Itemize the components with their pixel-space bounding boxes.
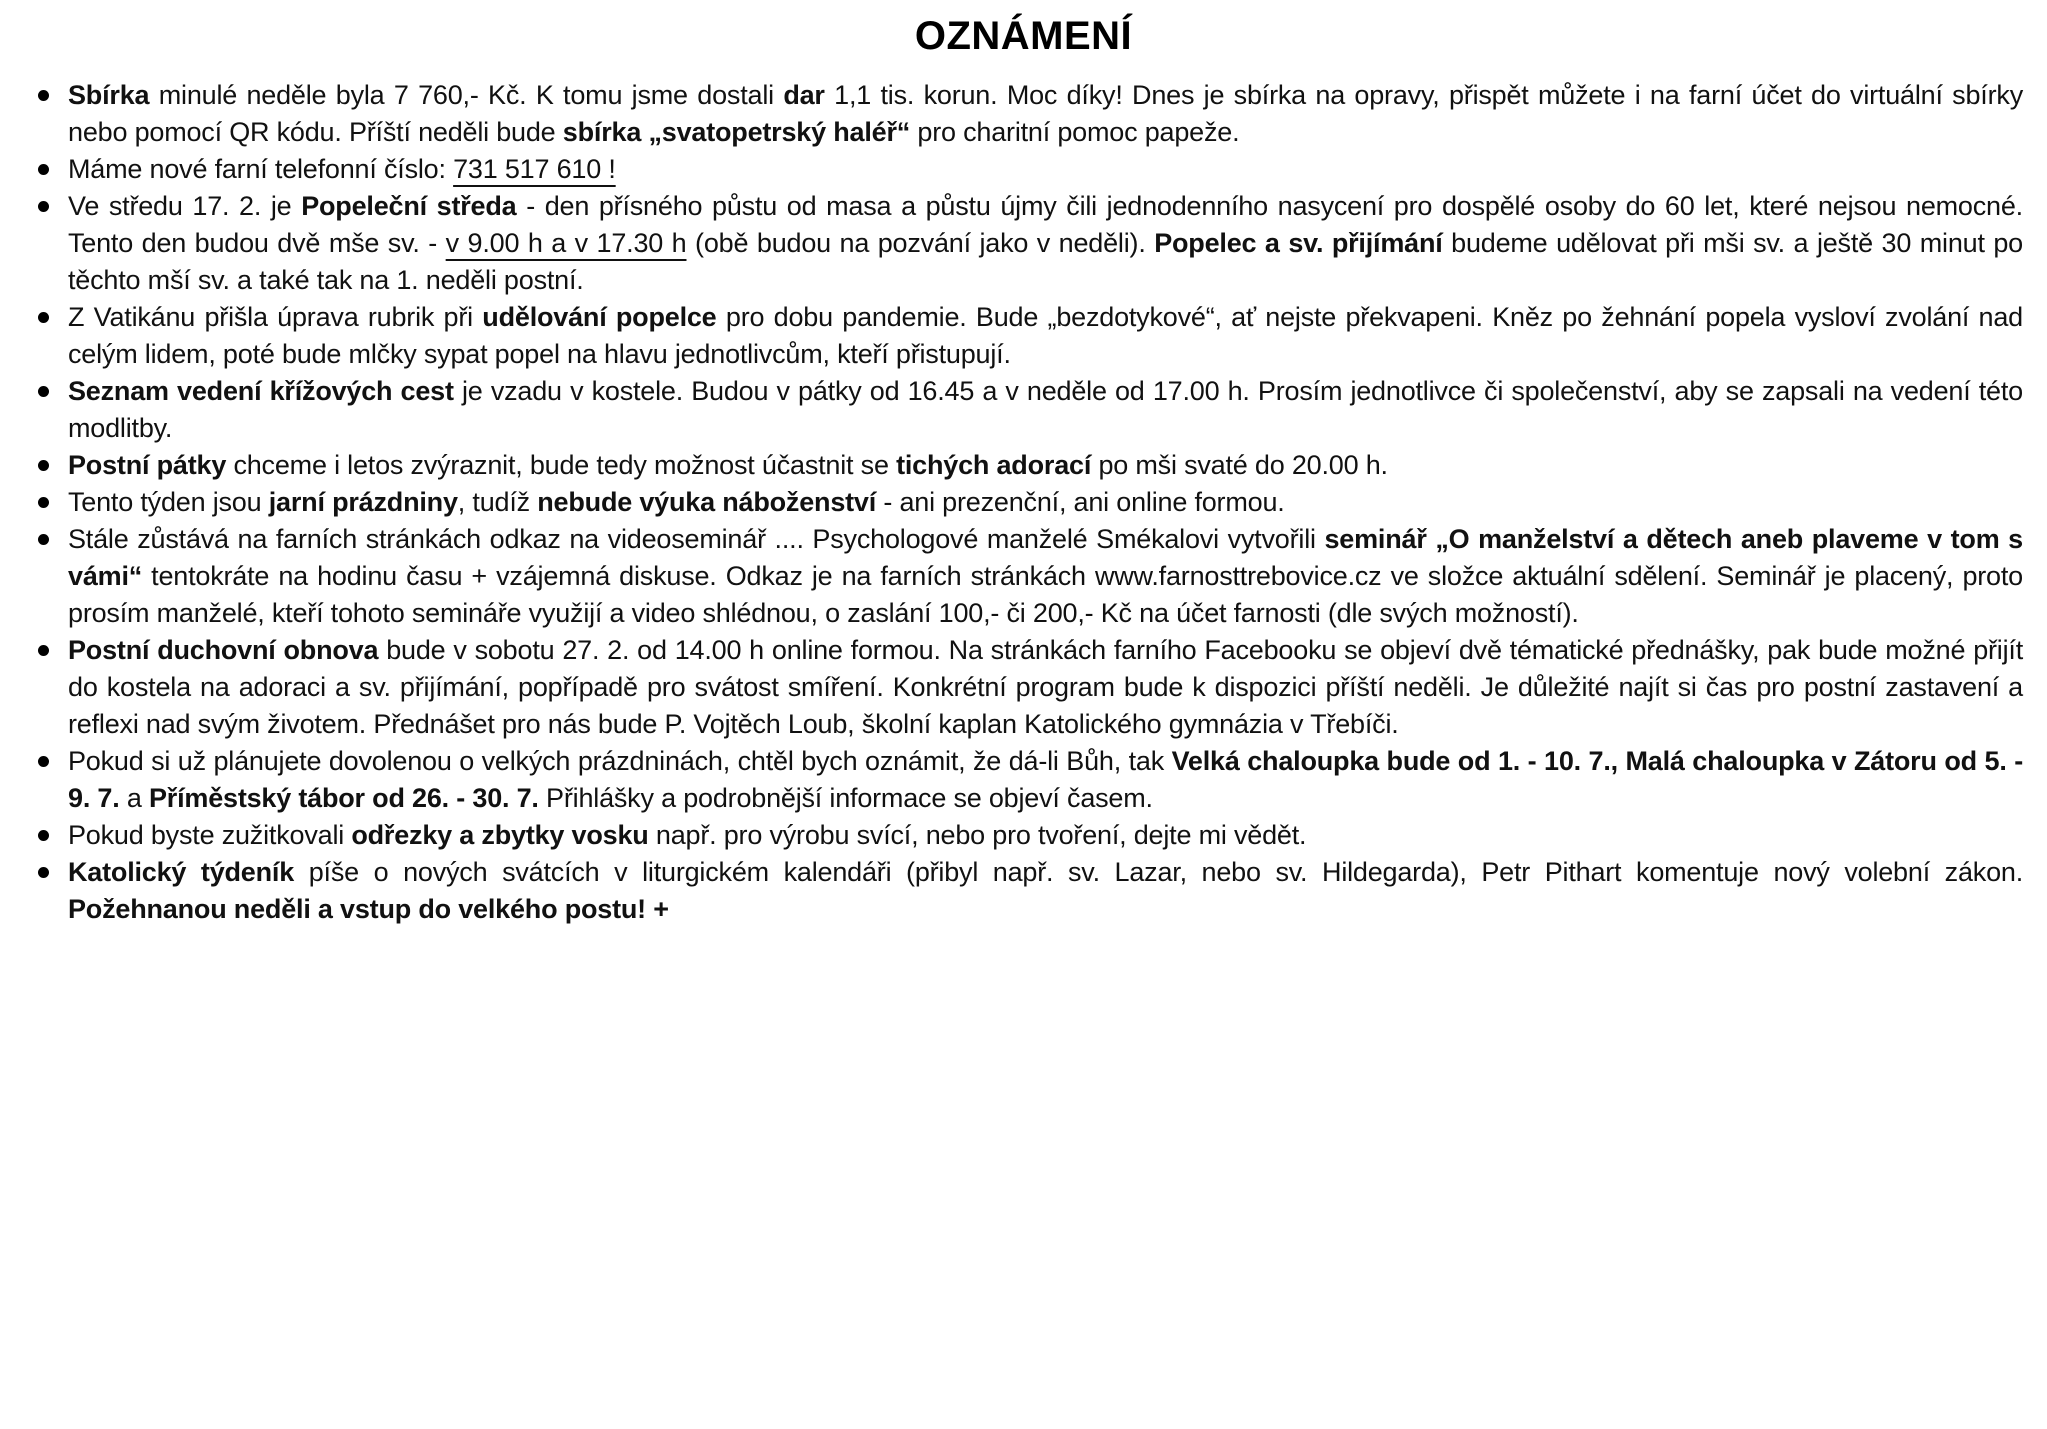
text-segment: např. pro výrobu svící, nebo pro tvoření, dejte mi vědět. <box>648 820 1307 850</box>
text-segment: budeme udělovat při mši sv. a ještě 30 minut po těchto mší sv. a také tak na 1. neděli postní. <box>68 228 2023 295</box>
text-segment: je vzadu v kostele. Budou v pátky od 16.45 a v neděle od 17.00 h. Prosím jednotlivce či společenství, aby se zapsali na vedení této modlitby. <box>68 376 2023 443</box>
text-segment: - ani prezenční, ani online formou. <box>876 487 1285 517</box>
text-segment: Pokud si už plánujete dovolenou o velkých prázdninách, chtěl bych oznámit, že dá-li Bůh, tak <box>68 746 1172 776</box>
text-segment: - den přísného půstu od masa a půstu újmy čili jednodenního nasycení pro dospělé osoby do 60 let, které nejsou nemocné. Tento den budou dvě mše sv. - <box>68 191 2023 258</box>
text-segment: Stále zůstává na farních stránkách odkaz na videoseminář .... Psychologové manželé Smékalovi vytvořili <box>68 524 1325 554</box>
text-segment: tichých adorací <box>896 450 1092 480</box>
text-segment: 731 517 610 ! <box>453 154 616 184</box>
text-segment: jarní prázdniny <box>268 487 458 517</box>
text-segment: Přihlášky a podrobnější informace se objeví časem. <box>538 783 1153 813</box>
page-title: OZNÁMENÍ <box>914 14 1133 58</box>
text-segment: pro charitní pomoc papeže. <box>910 117 1240 147</box>
text-segment: Postní pátky <box>68 450 227 480</box>
list-item <box>24 188 2023 299</box>
text-segment: Postní duchovní obnova <box>68 635 379 665</box>
text-segment: seminář „O manželství a dětech aneb plaveme v tom s vámi“ <box>68 524 2023 591</box>
text-segment: píše o nových svátcích v liturgickém kalendáři (přibyl např. sv. Lazar, nebo sv. Hildegarda), Petr Pithart komentuje nový volební zákon. <box>294 857 2023 887</box>
list-item <box>24 299 2023 373</box>
list-item <box>24 817 2023 854</box>
text-segment: (obě budou na pozvání jako v neděli). <box>686 228 1155 258</box>
text-segment: minulé neděle byla 7 760,- Kč. K tomu jsme dostali <box>149 80 784 110</box>
text-segment: udělování popelce <box>482 302 717 332</box>
text-segment: chceme i letos zvýraznit, bude tedy možnost účastnit se <box>226 450 897 480</box>
list-item <box>24 632 2023 743</box>
announcement-list <box>24 77 2023 928</box>
text-segment: tentokráte na hodinu času + vzájemná diskuse. Odkaz je na farních stránkách www.farnosttrebovice.cz ve složce aktuální sdělení. Seminář je placený, proto prosím manželé, kteří tohoto semináře využijí a video shlédnou, o zaslání 100,- či 200,- Kč na účet farnosti (dle svých možností). <box>68 561 2023 628</box>
text-segment: Popelec a sv. přijímání <box>1154 228 1443 258</box>
text-segment: v 9.00 h a v 17.30 h <box>445 228 687 258</box>
text-segment: Pokud byste zužitkovali <box>68 820 352 850</box>
text-segment: sbírka „svatopetrský haléř“ <box>562 117 911 147</box>
list-item <box>24 447 2023 484</box>
list-item <box>24 77 2023 151</box>
text-segment: Sbírka <box>68 80 150 110</box>
text-segment: po mši svaté do 20.00 h. <box>1091 450 1388 480</box>
text-segment: Tento týden jsou <box>68 487 269 517</box>
text-segment: Velká chaloupka bude od 1. - 10. 7., Malá chaloupka v Zátoru od 5. - 9. 7. <box>68 746 2023 813</box>
list-item <box>24 743 2023 817</box>
list-item <box>24 484 2023 521</box>
list-item <box>24 854 2023 928</box>
text-segment: Ve středu 17. 2. je <box>68 191 302 221</box>
text-segment: 1,1 tis. korun. Moc díky! Dnes je sbírka na opravy, přispět můžete i na farní účet do virtuální sbírky nebo pomocí QR kódu. Příští neděli bude <box>68 80 2023 147</box>
list-item <box>24 521 2023 632</box>
text-segment: , tudíž <box>457 487 538 517</box>
text-segment: Máme nové farní telefonní číslo: <box>68 154 454 184</box>
text-segment: dar <box>783 80 825 110</box>
list-item <box>24 373 2023 447</box>
text-segment: nebude výuka náboženství <box>537 487 877 517</box>
text-segment: Popeleční středa <box>301 191 517 221</box>
text-segment: Seznam vedení křížových cest <box>68 376 454 406</box>
list-item <box>24 151 2023 188</box>
text-segment: pro dobu pandemie. Bude „bezdotykové“, ať nejste překvapeni. Kněz po žehnání popela vysloví zvolání nad celým lidem, poté bude mlčky sypat popel na hlavu jednotlivcům, kteří přistupují. <box>68 302 2023 369</box>
text-segment: bude v sobotu 27. 2. od 14.00 h online formou. Na stránkách farního Facebooku se objeví dvě tématické přednášky, pak bude možné přijít do kostela na adoraci a sv. přijímání, popřípadě pro svátost smíření. Konkrétní program bude k dispozici příští neděli. Je důležité najít si čas pro postní zastavení a reflexi nad svým životem. Přednášet pro nás bude P. Vojtěch Loub, školní kaplan Katolického gymnázia v Třebíči. <box>68 635 2024 739</box>
text-segment: Příměstský tábor od 26. - 30. 7. <box>148 783 539 813</box>
text-segment: Z Vatikánu přišla úprava rubrik při <box>68 302 483 332</box>
text-segment: Požehnanou neděli a vstup do velkého postu! + <box>68 894 669 924</box>
text-segment: a <box>119 783 149 813</box>
text-segment: Katolický týdeník <box>68 857 295 887</box>
text-segment: odřezky a zbytky vosku <box>351 820 649 850</box>
